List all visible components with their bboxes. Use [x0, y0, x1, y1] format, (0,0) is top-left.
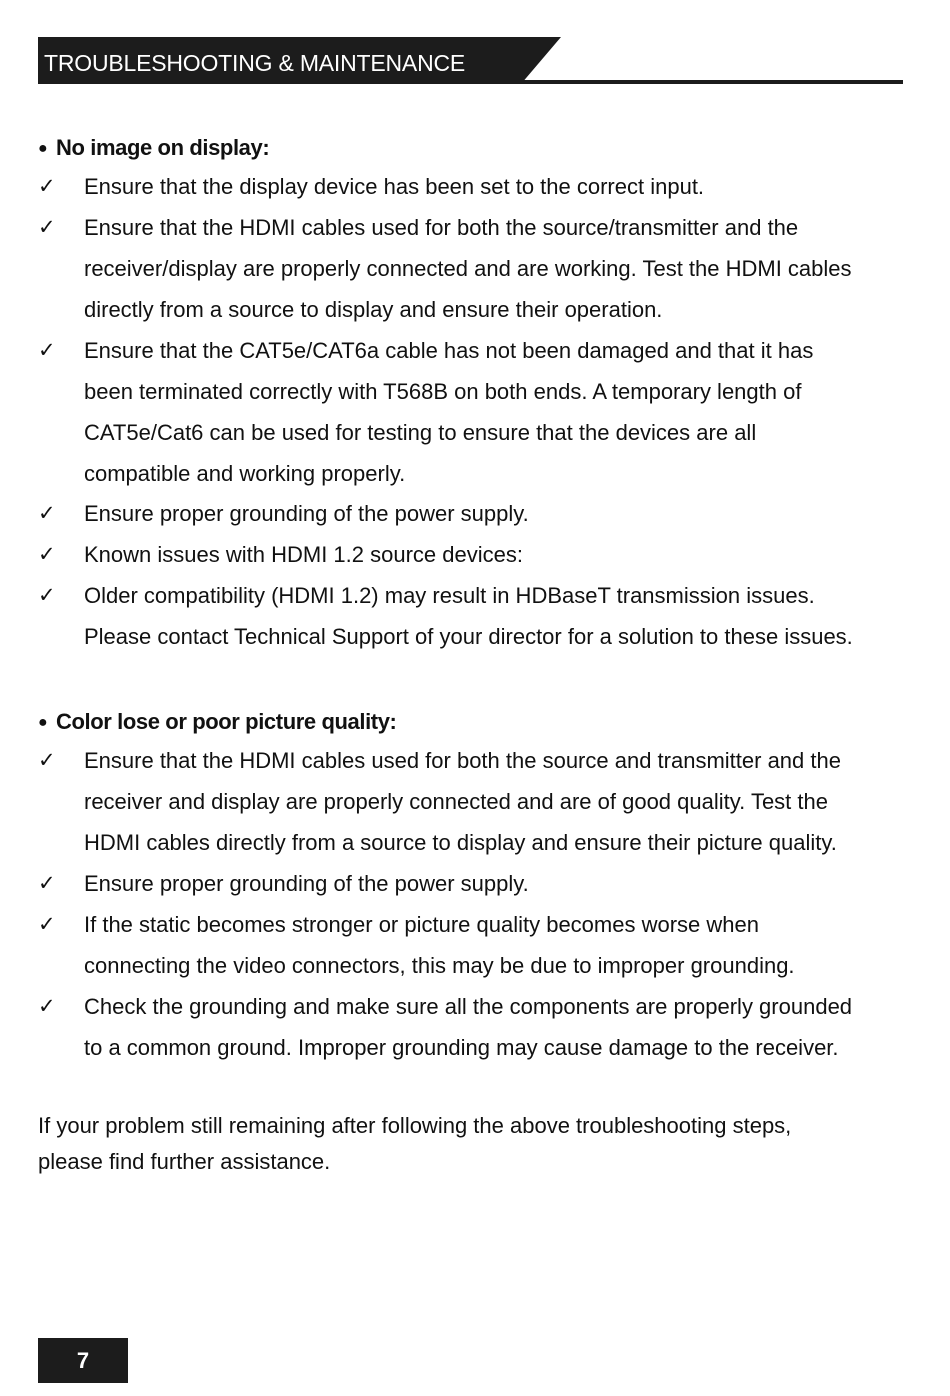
list-item-line: CAT5e/Cat6 can be used for testing to ensure that the devices are all	[84, 420, 757, 445]
list-item-line: HDMI cables directly from a source to display and ensure their picture quality.	[84, 830, 837, 855]
checkmark-icon: ✓	[38, 542, 56, 566]
list-item	[84, 740, 841, 863]
section-heading-no-image	[38, 135, 269, 161]
section-heading-text: No image on display:	[56, 135, 270, 160]
list-item-line: Older compatibility (HDMI 1.2) may result in HDBaseT transmission issues.	[84, 583, 815, 608]
list-item	[84, 904, 795, 986]
bullet-icon: ●	[38, 714, 48, 731]
list-item-line: Ensure that the CAT5e/CAT6a cable has not been damaged and that it has	[84, 338, 814, 363]
checkmark-icon: ✓	[38, 748, 56, 772]
page-number: 7	[38, 1338, 128, 1383]
section-header	[38, 37, 903, 84]
header-title: TROUBLESHOOTING & MAINTENANCE	[44, 50, 466, 76]
list-item	[84, 575, 853, 657]
list-item-line: Ensure proper grounding of the power supply.	[84, 871, 529, 896]
list-item-line: Ensure that the HDMI cables used for both the source/transmitter and the	[84, 215, 799, 240]
checkmark-icon: ✓	[38, 871, 56, 895]
list-item	[84, 534, 523, 575]
list-item-line: Ensure proper grounding of the power supply.	[84, 501, 529, 526]
header-tab-slant	[521, 37, 561, 84]
checkmark-icon: ✓	[38, 215, 56, 239]
checkmark-icon: ✓	[38, 912, 56, 936]
list-item-line: Please contact Technical Support of your director for a solution to these issues.	[84, 624, 853, 649]
closing-paragraph-line: please find further assistance.	[38, 1149, 331, 1174]
list-item-line: Check the grounding and make sure all the components are properly grounded	[84, 994, 853, 1019]
list-item-line: compatible and working properly.	[84, 461, 406, 486]
checkmark-icon: ✓	[38, 174, 56, 198]
list-item	[84, 166, 704, 207]
list-item	[84, 986, 852, 1068]
list-item-line: If the static becomes stronger or picture quality becomes worse when	[84, 912, 759, 937]
list-item	[84, 493, 529, 534]
list-item-line: been terminated correctly with T568B on both ends. A temporary length of	[84, 379, 802, 404]
checkmark-icon: ✓	[38, 994, 56, 1018]
list-item-line: directly from a source to display and ensure their operation.	[84, 297, 663, 322]
checkmark-icon: ✓	[38, 501, 56, 525]
list-item	[84, 330, 813, 494]
checkmark-icon: ✓	[38, 338, 56, 362]
list-item	[84, 863, 529, 904]
section-heading-text: Color lose or poor picture quality:	[56, 709, 397, 734]
list-item-line: Ensure that the HDMI cables used for both the source and transmitter and the	[84, 748, 841, 773]
closing-paragraph	[38, 1108, 791, 1180]
list-item-line: Known issues with HDMI 1.2 source devices:	[84, 542, 523, 567]
list-item	[84, 207, 852, 330]
list-item-line: connecting the video connectors, this may be due to improper grounding.	[84, 953, 795, 978]
bullet-icon: ●	[38, 140, 48, 157]
header-rule	[38, 80, 903, 84]
list-item-line: receiver/display are properly connected and are working. Test the HDMI cables	[84, 256, 852, 281]
list-item-line: Ensure that the display device has been set to the correct input.	[84, 174, 705, 199]
list-item-line: to a common ground. Improper grounding may cause damage to the receiver.	[84, 1035, 839, 1060]
closing-paragraph-line: If your problem still remaining after following the above troubleshooting steps,	[38, 1113, 792, 1138]
section-heading-color-loss	[38, 709, 396, 735]
list-item-line: receiver and display are properly connected and are of good quality. Test the	[84, 789, 828, 814]
checkmark-icon: ✓	[38, 583, 56, 607]
